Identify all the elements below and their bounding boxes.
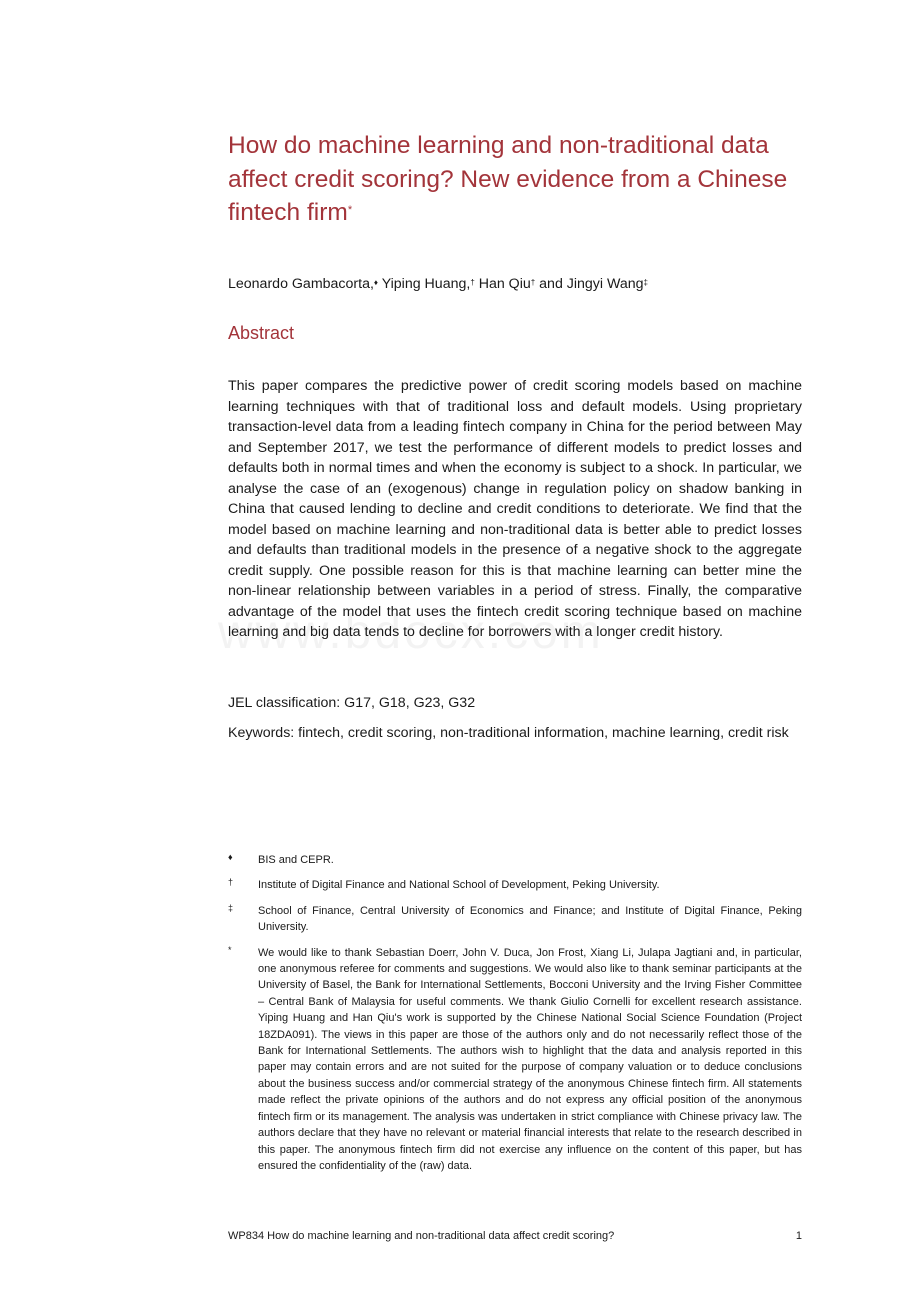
author-affiliation-mark: †: [470, 278, 475, 287]
page-number: 1: [795, 1230, 802, 1242]
author-name: Han Qiu: [474, 276, 531, 292]
footnote-mark: ‡: [228, 902, 234, 913]
author-affiliation-mark: ♦: [373, 278, 379, 287]
footnote-text: School of Finance, Central University of Economics and Finance; and Institute of Digital Finance, Peking University.: [258, 904, 802, 934]
footnote-mark: *: [228, 944, 232, 955]
paper-title-text: How do machine learning and non-traditional data affect credit scoring? New evidence from a Chinese fintech firm: [228, 132, 788, 226]
footnote: [228, 945, 802, 1175]
jel-classification: JEL classification: G17, G18, G23, G32: [228, 695, 476, 711]
author-name: and Jingyi Wang: [535, 276, 644, 292]
footnote-mark: ♦: [228, 852, 233, 862]
footer-title: WP834 How do machine learning and non-traditional data affect credit scoring?: [228, 1230, 615, 1242]
footnote: [228, 903, 802, 936]
footnote-text: BIS and CEPR.: [258, 854, 334, 866]
footnote-text: Institute of Digital Finance and National School of Development, Peking University.: [258, 879, 660, 892]
title-footnote-mark: *: [347, 204, 353, 216]
author-affiliation-mark: ‡: [643, 278, 648, 287]
abstract-heading: Abstract: [228, 323, 295, 343]
author-affiliation-mark: †: [530, 278, 536, 287]
author-name: Yiping Huang,: [378, 276, 471, 292]
footnote-mark: †: [228, 877, 234, 888]
footnote: [228, 852, 802, 868]
footnote-text: We would like to thank Sebastian Doerr, John V. Duca, Jon Frost, Xiang Li, Julapa Jagtiani and, in particular, one anonymous referee for comments and suggestions. We would also like to thank seminar participants at the University of Basel, the Bank for International Settlements, Bocconi University and the Irving Fisher Committee – Central Bank of Malaysia for useful comments. We thank Giulio Cornelli for excellent research assistance. Yiping Huang and Han Qiu's work is supported by the Chinese National Social Science Foundation (Project 18ZDA091). The views in this paper are those of the authors only and do not necessarily reflect those of the Bank for International Settlements. The authors wish to highlight that the data and analysis reported in this paper may contain errors and are not suited for the purpose of company valuation or to deduce conclusions about the business success and/or commercial strategy of the anonymous Chinese fintech firm. All statements made reflect the private opinions of the authors and do not express any official position of the anonymous fintech firm or its management. The analysis was undertaken in strict compliance with Chinese privacy law. The authors declare that they have no relevant or material financial interests that relate to the research described in this paper. The anonymous fintech firm did not exercise any influence on the content of this paper, but has ensured the confidentiality of the (raw) data.: [258, 946, 802, 1172]
footnotes: [228, 852, 802, 1183]
paper-title: [228, 129, 808, 230]
abstract-text: This paper compares the predictive power of credit scoring models based on machine learning techniques with that of traditional loss and default models. Using proprietary transaction-level data from a leading fintech company in China for the period between May and September 2017, we test the performance of different models to predict losses and defaults both in normal times and when the economy is subject to a shock. In particular, we analyse the case of an (exogenous) change in regulation policy on shadow banking in China that caused lending to decline and credit conditions to deteriorate. We find that the model based on machine learning and non-traditional data is better able to predict losses and defaults than traditional models in the presence of a negative shock to the aggregate credit supply. One possible reason for this is that machine learning can better mine the non-linear relationship between variables in a period of stress. Finally, the comparative advantage of the model that uses the fintech credit scoring technique based on machine learning and big data tends to decline for borrowers with a longer credit history.: [228, 378, 802, 640]
footnote: [228, 877, 802, 893]
page-footer: [228, 1229, 802, 1243]
author-list: [228, 274, 648, 294]
keywords: Keywords: fintech, credit scoring, non-traditional information, machine learning, credit risk: [228, 725, 789, 741]
author-name: Leonardo Gambacorta,: [228, 276, 374, 292]
